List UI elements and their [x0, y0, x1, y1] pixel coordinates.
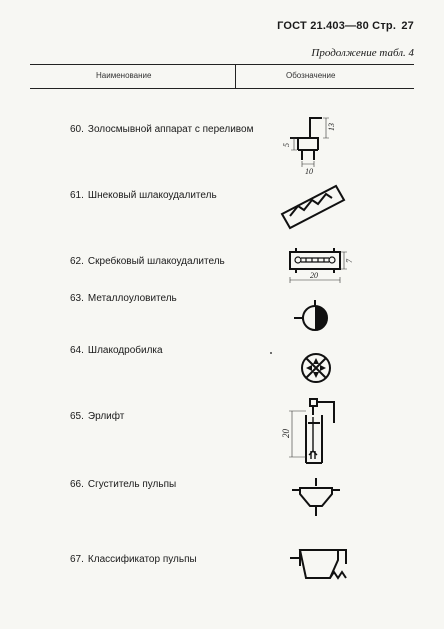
row-number: 61. [70, 190, 84, 201]
row-65 [70, 411, 124, 422]
page-label: Стр. [372, 20, 397, 32]
dim-20: 20 [310, 271, 318, 280]
standard-code: ГОСТ 21.403—80 [277, 20, 369, 32]
airlift-symbol [270, 393, 350, 473]
dim-10: 10 [305, 167, 313, 176]
row-number: 67. [70, 554, 84, 565]
row-63 [70, 293, 177, 304]
metal-trap-symbol [292, 298, 342, 338]
row-number: 60. [70, 124, 84, 135]
page-header [277, 20, 414, 32]
column-header-designation: Обозначение [286, 71, 336, 80]
row-name: Сгуститель пульпы [87, 479, 177, 490]
row-61 [70, 190, 217, 201]
page-number: 27 [401, 20, 414, 32]
dim-20: 20 [281, 429, 291, 438]
table-header-rule [30, 88, 414, 89]
slag-crusher-symbol [296, 348, 336, 388]
row-name: Скребковый шлакоудалитель [87, 256, 225, 267]
row-name: Металлоуловитель [87, 293, 177, 304]
column-header-name: Наименование [96, 71, 152, 80]
row-name: Классификатор пульпы [87, 554, 197, 565]
row-name: Эрлифт [87, 411, 125, 422]
stray-dot [270, 352, 272, 354]
row-name: Шнековый шлакоудалитель [87, 190, 217, 201]
row-66 [70, 479, 176, 490]
row-67 [70, 554, 197, 565]
row-number: 66. [70, 479, 84, 490]
row-number: 62. [70, 256, 84, 267]
row-number: 64. [70, 345, 84, 356]
column-divider [235, 64, 236, 89]
row-number: 65. [70, 411, 84, 422]
table-continuation-note: Продолжение табл. 4 [311, 47, 414, 59]
row-name: Шлакодробилка [87, 345, 163, 356]
ash-flushing-apparatus-symbol [268, 112, 348, 176]
dim-13: 13 [327, 123, 336, 131]
pulp-classifier-symbol [286, 544, 356, 588]
row-number: 63. [70, 293, 84, 304]
table-top-rule [30, 64, 414, 65]
row-name: Золосмывной аппарат с переливом [87, 124, 254, 135]
pulp-thickener-symbol [286, 472, 346, 522]
dim-7: 7 [345, 259, 354, 263]
row-62 [70, 256, 225, 267]
row-64 [70, 345, 163, 356]
dim-5: 5 [282, 143, 291, 147]
screw-slag-remover-symbol [278, 180, 348, 230]
scraper-slag-remover-symbol [284, 244, 364, 289]
row-60 [70, 124, 253, 135]
